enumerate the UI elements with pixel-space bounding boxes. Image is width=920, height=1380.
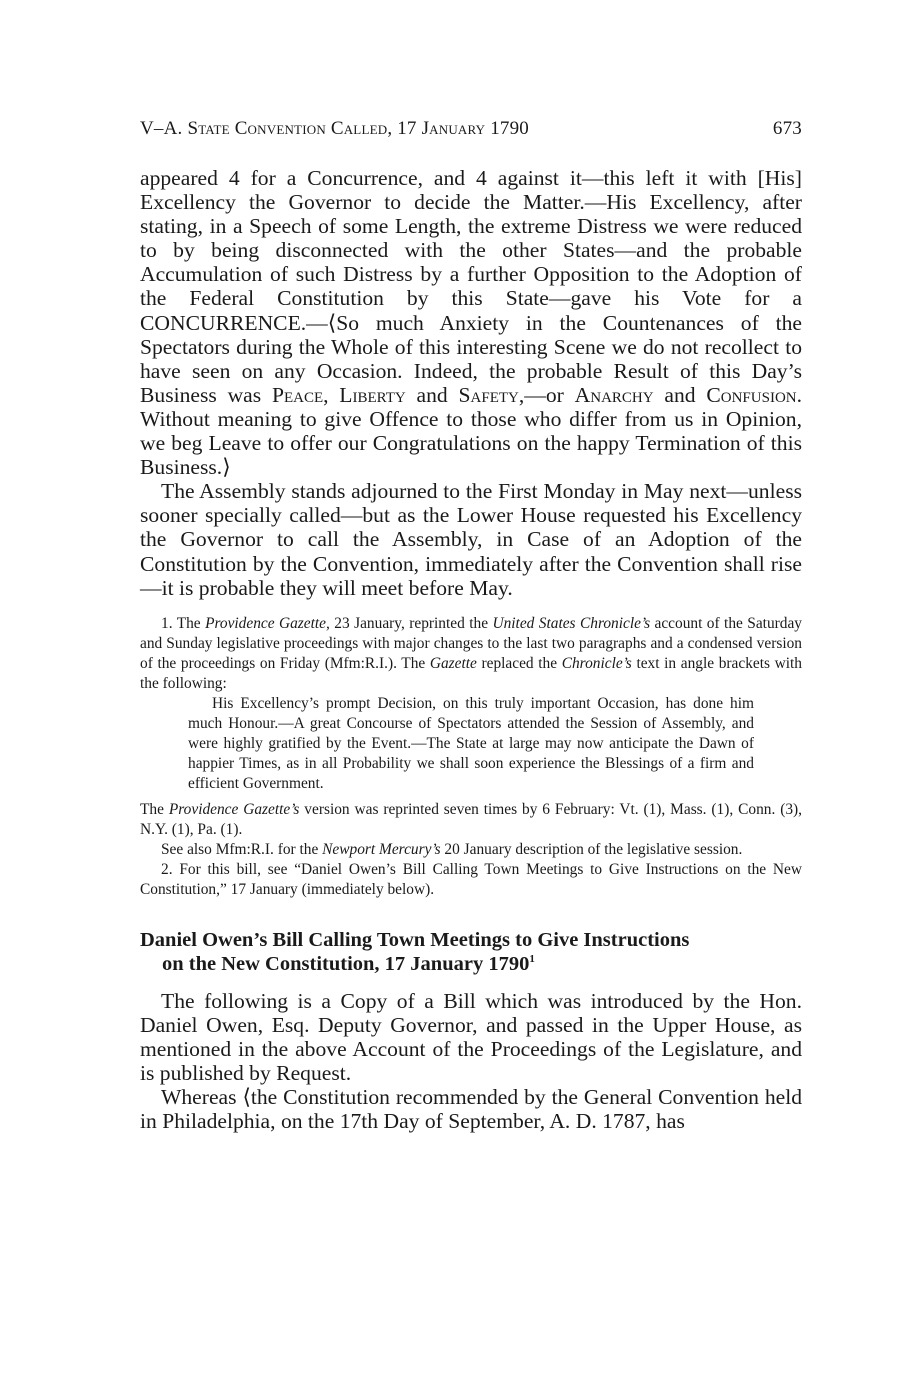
italic-run: Newport Mercury’s [322,840,441,858]
text-run: version was reprinted seven times by 6 February: Vt. (1), Mass. (1), Conn. (3), N.Y. (1), Pa. (1). [140,800,803,838]
footnotes [140,614,802,900]
text-run: 1. The [161,614,206,632]
text-run: text in angle brackets with the following: [140,654,802,692]
section-heading [140,928,802,976]
small-caps-run: Peace, Liberty [271,382,406,407]
text-run: on the New Constitution, 17 January 1790 [162,952,530,975]
text-run: ,—or [518,382,575,407]
text-run: and [405,382,459,407]
italic-run: Gazette [429,654,477,672]
text-run: replaced the [476,654,562,672]
footnote-quote: His Excellency’s prompt Decision, on this truly important Occasion, has done him much Honour.—A great Concourse of Spectators attended the Session of Assembly, and were highly gratified by the Event.—The State at large may now anticipate the Dawn of happier Times, as in all Probability we shall soon experience the Blessings of a firm and efficient Government. [188,694,754,792]
text-run: 20 January description of the legislative session. [440,840,743,858]
italic-run: Providence Gazette’s [168,800,300,818]
text-run: . Without meaning to give Offence to those who differ from us in Opinion, we beg Leave to offer our Congratulations on the happy Termination of this Business.⟩ [140,382,803,480]
small-caps-run: Anarchy [574,382,654,407]
text-run: account of the Saturday and Sunday legislative proceedings with major changes to the last two paragraphs and a condensed version of the proceedings on Friday (Mfm:R.I.). The [140,614,802,672]
body-text [140,166,802,600]
italic-run: Chronicle’s [561,654,632,672]
body-paragraph-1 [140,166,802,479]
section-heading-line-1: Daniel Owen’s Bill Calling Town Meetings to Give Instructions [140,928,690,951]
document-page [140,118,802,1133]
text-run: See also Mfm:R.I. for the [161,840,323,858]
small-caps-run: Safety [458,382,519,407]
text-run: and [653,382,707,407]
text-run: 23 January, reprinted the [329,614,493,632]
note-reference: 1 [529,952,535,965]
text-run: The [140,800,169,818]
section-paragraph-1: The following is a Copy of a Bill which was introduced by the Hon. Daniel Owen, Esq. Deputy Governor, and passed in the Upper House, as mentioned in the above Account of the Proceedings of the Legislature, and is published by Request. [140,988,802,1085]
italic-run: United States Chronicle’s [492,614,651,632]
small-caps-run: Confusion [706,382,797,407]
section-paragraph-2: Whereas ⟨the Constitution recommended by the General Convention held in Philadelphia, on the 17th Day of September, A. D. 1787, has [140,1085,802,1134]
running-head-title: V–A. State Convention Called, 17 January 1790 [140,118,530,139]
footnote-1-continued [140,800,802,840]
section-heading-line-2 [140,952,802,976]
page-number: 673 [772,118,802,139]
footnote-1 [140,614,802,694]
footnote-1-see-also [140,840,802,860]
italic-run: Providence Gazette, [205,614,330,632]
running-head [140,118,802,140]
body-paragraph-2: The Assembly stands adjourned to the First Monday in May next—unless sooner specially called—but as the Lower House requested his Excellency the Governor to call the Assembly, in Case of an Adoption of the Constitution by the Convention, immediately after the Convention shall rise—it is probable they will meet before May. [140,479,802,600]
text-run: appeared 4 for a Concurrence, and 4 against it—this left it with [His] Excellency the Governor to decide the Matter.—His Excellency, after stating, in a Speech of some Length, the extreme Distress we were reduced to by being disconnected with the other States—and the probable Accumulation of such Distress by a further Opposition to the Adoption of the Federal Constitution by this State—gave his Vote for a CONCURRENCE.—⟨So much Anxiety in the Countenances of the Spectators during the Whole of this interesting Scene we do not recollect to have seen on any Occasion. Indeed, the probable Result of this Day’s Business was [140,166,802,407]
section-body [140,989,802,1134]
footnote-2: 2. For this bill, see “Daniel Owen’s Bill Calling Town Meetings to Give Instructions on the New Constitution,” 17 January (immediately below). [140,860,802,898]
